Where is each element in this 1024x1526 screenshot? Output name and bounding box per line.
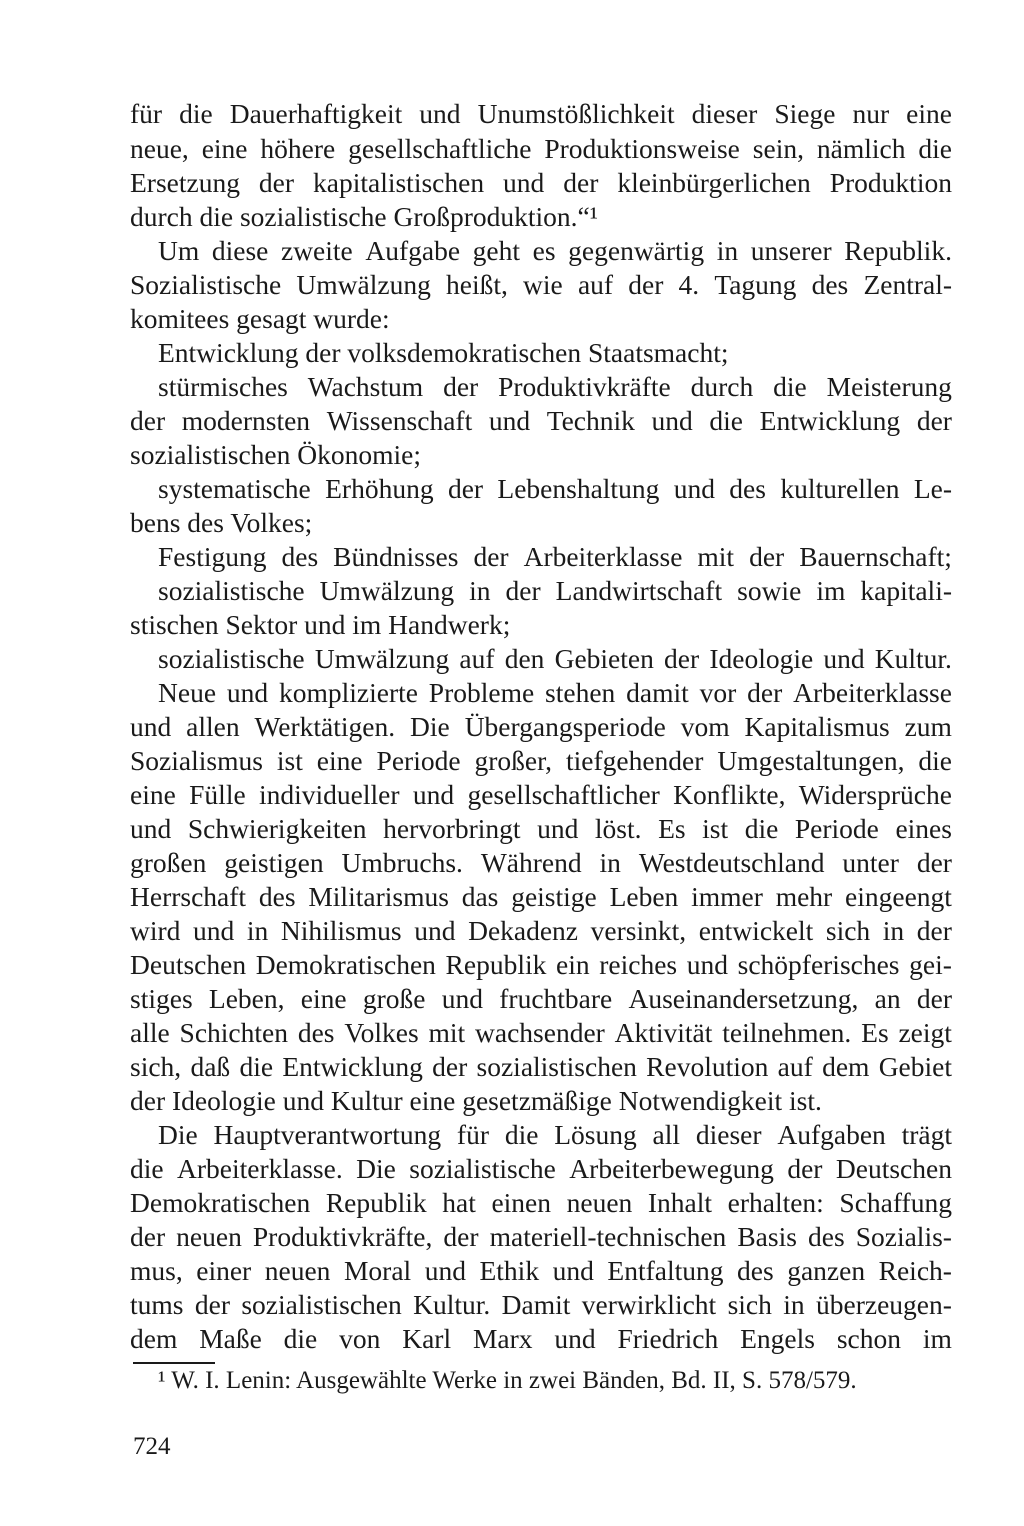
text-line: Die Hauptverantwortung für die Lösung all dieser Aufgaben trägt [158,1119,952,1150]
text-line: Herrschaft des Militarismus das geistige Leben immer mehr eingeengt [130,881,952,912]
footnote: ¹ W. I. Lenin: Ausgewählte Werke in zwei Bänden, Bd. II, S. 578/579. [158,1367,857,1394]
text-line: alle Schichten des Volkes mit wachsender Aktivität teilnehmen. Es zeigt [130,1017,952,1048]
text-line: sozialistischen Ökonomie; [130,439,421,470]
list-item: sozialistische Umwälzung in der Landwirtschaft sowie im kapitali- [158,575,952,606]
text-line: großen geistigen Umbruchs. Während in Westdeutschland unter der [130,847,952,878]
footnote-divider [133,1362,215,1364]
list-item: sozialistische Umwälzung auf den Gebieten der Ideologie und Kultur. [158,643,952,674]
list-item: Entwicklung der volksdemokratischen Staatsmacht; [158,337,729,368]
list-item: systematische Erhöhung der Lebenshaltung und des kulturellen Le- [158,473,952,504]
list-item: Festigung des Bündnisses der Arbeiterklasse mit der Bauernschaft; [158,541,952,572]
text-line: Demokratischen Republik hat einen neuen Inhalt erhalten: Schaffung [130,1187,952,1218]
text-line: für die Dauerhaftigkeit und Unumstößlichkeit dieser Siege nur eine [130,98,952,129]
text-line: komitees gesagt wurde: [130,303,390,334]
text-line: wird und in Nihilismus und Dekadenz versinkt, entwickelt sich in der [130,915,952,946]
text-line: Deutschen Demokratischen Republik ein reiches und schöpferisches gei- [130,949,952,980]
list-item: stürmisches Wachstum der Produktivkräfte durch die Meisterung [158,371,952,402]
text-line: der modernsten Wissenschaft und Technik und die Entwicklung der [130,405,952,436]
text-line: und allen Werktätigen. Die Übergangsperiode vom Kapitalismus zum [130,711,952,742]
text-line: stischen Sektor und im Handwerk; [130,609,511,640]
text-line: Um diese zweite Aufgabe geht es gegenwärtig in unserer Republik. [158,235,952,266]
text-line: durch die sozialistische Großproduktion.“¹ [130,201,598,232]
text-line: tums der sozialistischen Kultur. Damit verwirklicht sich in überzeugen- [130,1289,952,1320]
text-line: neue, eine höhere gesellschaftliche Produktionsweise sein, nämlich die [130,133,952,164]
text-line: Sozialistische Umwälzung heißt, wie auf der 4. Tagung des Zentral- [130,269,952,300]
text-line: der neuen Produktivkräfte, der materiell-technischen Basis des Sozialis- [130,1221,952,1252]
text-line: Neue und komplizierte Probleme stehen damit vor der Arbeiterklasse [158,677,952,708]
text-line: eine Fülle individueller und gesellschaftlicher Konflikte, Widersprüche [130,779,952,810]
text-line: dem Maße die von Karl Marx und Friedrich Engels schon im [130,1323,952,1354]
text-line: Sozialismus ist eine Periode großer, tiefgehender Umgestaltungen, die [130,745,952,776]
text-line: stiges Leben, eine große und fruchtbare Auseinandersetzung, an der [130,983,952,1014]
page-number: 724 [133,1433,171,1460]
text-line: und Schwierigkeiten hervorbringt und löst. Es ist die Periode eines [130,813,952,844]
text-line: bens des Volkes; [130,507,313,538]
text-line: mus, einer neuen Moral und Ethik und Entfaltung des ganzen Reich- [130,1255,952,1286]
text-line: der Ideologie und Kultur eine gesetzmäßige Notwendigkeit ist. [130,1085,822,1116]
text-line: Ersetzung der kapitalistischen und der kleinbürgerlichen Produktion [130,167,952,198]
text-line: sich, daß die Entwicklung der sozialistischen Revolution auf dem Gebiet [130,1051,952,1082]
text-line: die Arbeiterklasse. Die sozialistische Arbeiterbewegung der Deutschen [130,1153,952,1184]
